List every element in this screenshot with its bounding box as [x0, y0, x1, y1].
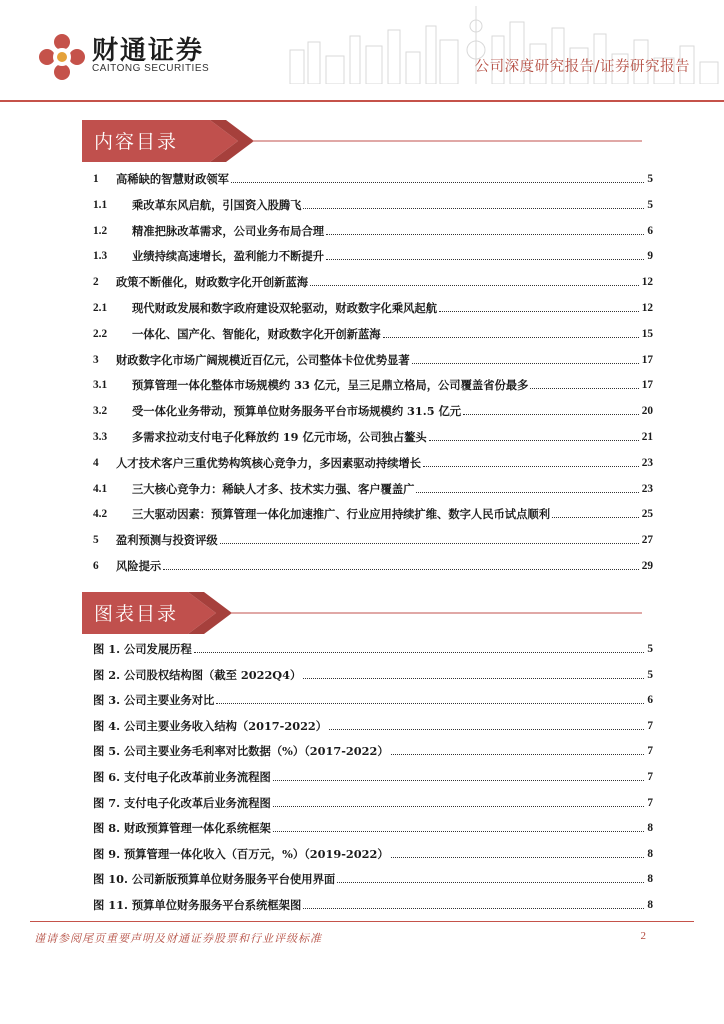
figure-entry[interactable]: [93, 641, 653, 667]
toc-entry[interactable]: [93, 558, 653, 584]
toc-entry-title: 风险提示: [116, 558, 162, 573]
page-number: 2: [640, 930, 646, 942]
toc-entry-page: 12: [641, 276, 653, 289]
toc-list: [93, 171, 653, 584]
header-divider: [0, 100, 724, 102]
figure-entry-title: 图 9. 预算管理一体化收入（百万元，%）（2019-2022）: [93, 846, 389, 861]
toc-entry-title: 人才技术客户三重优势构筑核心竞争力，多因素驱动持续增长: [116, 455, 422, 470]
leader-dots: [220, 543, 639, 544]
figure-entry-page: 8: [647, 847, 653, 860]
figure-entry[interactable]: [93, 897, 653, 923]
figure-entry-title: 图 5. 公司主要业务毛利率对比数据（%）（2017-2022）: [93, 744, 389, 759]
figure-list: [93, 641, 653, 923]
toc-entry-title: 现代财政发展和数字政府建设双轮驱动，财政数字化乘风起航: [132, 300, 438, 315]
toc-entry-title: 受一体化业务带动，预算单位财务服务平台市场规模约 31.5 亿元: [132, 404, 462, 419]
toc-entry-number: 4.1: [93, 482, 108, 495]
figure-entry[interactable]: [93, 795, 653, 821]
toc-entry-number: 1: [93, 173, 99, 185]
toc-entry-title: 三大驱动因素：预算管理一体化加速推广、行业应用持续扩维、数字人民币试点顺利: [132, 507, 550, 522]
footer-disclaimer: 谨请参阅尾页重要声明及财通证券股票和行业评级标准: [34, 932, 322, 945]
toc-entry-number: 3.1: [93, 379, 108, 392]
toc-entry-page: 5: [647, 198, 653, 211]
leader-dots: [273, 780, 644, 781]
toc-entry[interactable]: [93, 506, 653, 532]
leader-dots: [463, 414, 639, 415]
toc-entry[interactable]: [93, 532, 653, 558]
toc-entry[interactable]: [93, 326, 653, 352]
leader-dots: [194, 652, 644, 653]
toc-entry[interactable]: [93, 429, 653, 455]
toc-entry-page: 21: [641, 430, 653, 443]
toc-entry-page: 29: [641, 559, 653, 572]
logo-english-name: CAITONG SECURITIES: [92, 63, 210, 74]
toc-entry[interactable]: [93, 197, 653, 223]
toc-entry[interactable]: [93, 223, 653, 249]
toc-entry-number: 4.2: [93, 508, 108, 521]
toc-entry-number: 1.1: [93, 198, 108, 211]
toc-entry-number: 3.2: [93, 405, 108, 418]
leader-dots: [273, 831, 644, 832]
toc-entry-number: 4: [93, 456, 99, 469]
toc-entry-page: 25: [641, 508, 653, 521]
leader-dots: [329, 729, 644, 730]
toc-entry-title: 乘改革东风启航，引国资入股腾飞: [132, 197, 302, 212]
figure-entry-page: 7: [647, 770, 653, 783]
toc-entry-number: 1.2: [93, 224, 108, 237]
toc-entry-page: 17: [641, 379, 653, 392]
figure-entry-title: 图 4. 公司主要业务收入结构（2017-2022）: [93, 718, 328, 733]
toc-entry-title: 多需求拉动支付电子化释放约 19 亿元市场，公司独占鳌头: [132, 429, 427, 444]
figure-entry[interactable]: [93, 846, 653, 872]
leader-dots: [412, 363, 639, 364]
figure-entry-title: 图 1. 公司发展历程: [93, 642, 192, 656]
toc-entry-page: 5: [647, 173, 653, 185]
toc-entry[interactable]: [93, 352, 653, 378]
leader-dots: [423, 466, 639, 467]
toc-entry[interactable]: [93, 403, 653, 429]
toc-entry-title: 预算管理一体化整体市场规模约 33 亿元，呈三足鼎立格局，公司覆盖省份最多: [132, 378, 529, 393]
toc-entry-number: 2.2: [93, 327, 108, 340]
toc-heading: 内容目录: [94, 131, 179, 153]
toc-entry-page: 20: [641, 405, 653, 418]
toc-entry-number: 5: [93, 534, 99, 547]
toc-entry-number: 2.1: [93, 301, 108, 314]
toc-entry-number: 1.3: [93, 250, 108, 263]
leader-dots: [216, 703, 644, 704]
toc-entry-page: 6: [647, 224, 653, 237]
toc-entry[interactable]: [93, 171, 653, 197]
figure-entry[interactable]: [93, 820, 653, 846]
toc-entry-page: 23: [641, 456, 653, 469]
figure-entry-title: 图 6. 支付电子化改革前业务流程图: [93, 769, 271, 784]
figures-section-banner: [82, 592, 642, 634]
leader-dots: [163, 569, 639, 570]
toc-entry-title: 财政数字化市场广阔规模近百亿元，公司整体卡位优势显著: [116, 352, 410, 367]
caitong-logo-icon: [38, 33, 86, 81]
toc-entry-number: 2: [93, 276, 99, 289]
figure-entry[interactable]: [93, 769, 653, 795]
leader-dots: [326, 234, 644, 235]
leader-dots: [552, 517, 639, 518]
figure-entry-page: 5: [647, 643, 653, 655]
figure-entry[interactable]: [93, 692, 653, 718]
leader-dots: [326, 259, 644, 260]
report-type-label: 公司深度研究报告/证券研究报告: [474, 59, 690, 75]
toc-entry[interactable]: [93, 300, 653, 326]
leader-dots: [429, 440, 639, 441]
toc-entry-number: 3.3: [93, 430, 108, 443]
figure-entry[interactable]: [93, 718, 653, 744]
leader-dots: [337, 882, 644, 883]
figure-entry-title: 图 2. 公司股权结构图（截至 2022Q4）: [93, 667, 302, 682]
figure-entry[interactable]: [93, 743, 653, 769]
figure-entry-title: 图 7. 支付电子化改革后业务流程图: [93, 795, 271, 810]
toc-entry-page: 23: [641, 482, 653, 495]
toc-entry-title: 盈利预测与投资评级: [116, 533, 218, 548]
toc-entry-title: 三大核心竞争力：稀缺人才多、技术实力强、客户覆盖广: [132, 481, 415, 496]
figure-entry-title: 图 3. 公司主要业务对比: [93, 693, 215, 708]
figure-entry-title: 图 11. 预算单位财务服务平台系统框架图: [93, 897, 302, 912]
toc-entry[interactable]: [93, 377, 653, 403]
toc-entry-title: 业绩持续高速增长，盈利能力不断提升: [132, 249, 325, 264]
toc-entry-title: 政策不断催化，财政数字化开创新蓝海: [116, 275, 309, 290]
toc-entry-page: 27: [641, 534, 653, 547]
leader-dots: [231, 182, 644, 183]
figure-entry-page: 8: [647, 822, 653, 835]
toc-entry-number: 3: [93, 353, 99, 366]
toc-entry[interactable]: [93, 248, 653, 274]
leader-dots: [303, 208, 644, 209]
leader-dots: [273, 806, 644, 807]
figure-entry-page: 6: [647, 694, 653, 707]
leader-dots: [391, 754, 644, 755]
page-header: [0, 0, 724, 108]
leader-dots: [416, 492, 639, 493]
figures-heading: 图表目录: [94, 603, 179, 625]
toc-entry-title: 高稀缺的智慧财政领军: [116, 172, 229, 186]
toc-entry-page: 12: [641, 301, 653, 314]
figure-entry-page: 8: [647, 898, 653, 911]
toc-section-banner: [82, 120, 642, 162]
figure-entry-title: 图 8. 财政预算管理一体化系统框架: [93, 821, 271, 836]
figure-entry-title: 图 10. 公司新版预算单位财务服务平台使用界面: [93, 872, 336, 887]
toc-entry-number: 6: [93, 559, 99, 572]
toc-entry-page: 15: [641, 327, 653, 340]
leader-dots: [310, 285, 639, 286]
leader-dots: [383, 337, 639, 338]
footer-divider: [30, 921, 694, 922]
leader-dots: [439, 311, 639, 312]
leader-dots: [303, 908, 644, 909]
figure-entry[interactable]: [93, 871, 653, 897]
figure-entry-page: 7: [647, 719, 653, 732]
toc-entry-page: 9: [647, 250, 653, 263]
toc-entry-title: 精准把脉改革需求，公司业务布局合理: [132, 223, 325, 238]
figure-entry-page: 7: [647, 745, 653, 758]
toc-entry[interactable]: [93, 274, 653, 300]
toc-entry[interactable]: [93, 481, 653, 507]
toc-entry[interactable]: [93, 455, 653, 481]
figure-entry-page: 8: [647, 873, 653, 886]
toc-entry-title: 一体化、国产化、智能化，财政数字化开创新蓝海: [132, 326, 381, 341]
figure-entry[interactable]: [93, 667, 653, 693]
logo-chinese-name: 财通证券: [92, 36, 205, 66]
leader-dots: [303, 678, 644, 679]
figure-entry-page: 7: [647, 796, 653, 809]
leader-dots: [530, 388, 639, 389]
leader-dots: [391, 857, 644, 858]
toc-entry-page: 17: [641, 353, 653, 366]
figure-entry-page: 5: [647, 668, 653, 681]
